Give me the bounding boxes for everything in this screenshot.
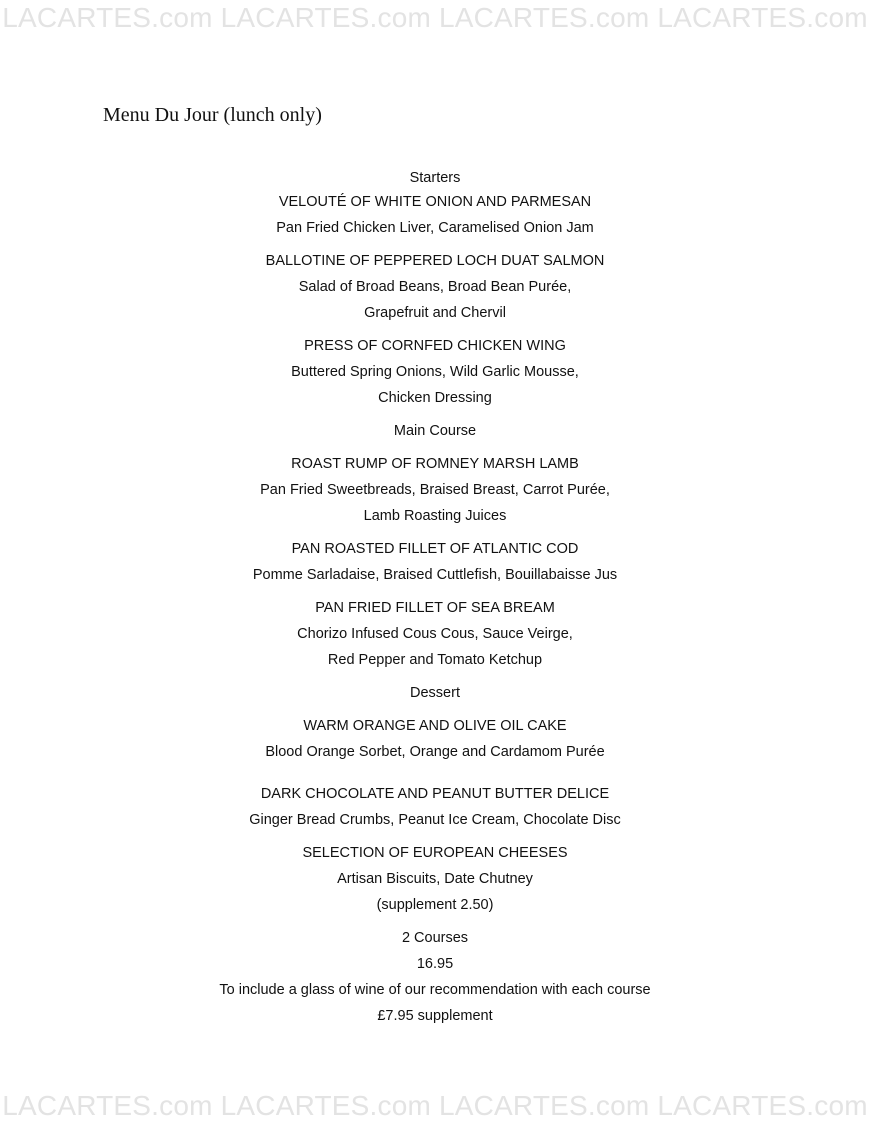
dish-name: WARM ORANGE AND OLIVE OIL CAKE <box>303 718 567 734</box>
dish-description: Buttered Spring Onions, Wild Garlic Mousse, <box>291 364 579 380</box>
dish-description: Pan Fried Chicken Liver, Caramelised Onion Jam <box>276 220 594 236</box>
dish-description: Red Pepper and Tomato Ketchup <box>327 652 543 668</box>
dish-description: Blood Orange Sorbet, Orange and Cardamom Purée <box>265 744 605 760</box>
dish-description: Chorizo Infused Cous Cous, Sauce Veirge, <box>297 626 573 642</box>
dish-description: Chicken Dressing <box>378 390 492 406</box>
dish-name: SELECTION OF EUROPEAN CHEESES <box>302 845 568 861</box>
dish-description: Pomme Sarladaise, Braised Cuttlefish, Bouillabaisse Jus <box>252 567 618 583</box>
section-heading-starters: Starters <box>409 170 461 186</box>
dish-description: Artisan Biscuits, Date Chutney <box>337 871 533 887</box>
wine-note: To include a glass of wine of our recommendation with each course <box>219 982 651 998</box>
dish-name: PRESS OF CORNFED CHICKEN WING <box>304 338 566 354</box>
section-heading-dessert: Dessert <box>410 685 460 701</box>
dish-description: Grapefruit and Chervil <box>364 305 506 321</box>
dish-name: DARK CHOCOLATE AND PEANUT BUTTER DELICE <box>260 786 610 802</box>
dish-name: PAN ROASTED FILLET OF ATLANTIC COD <box>291 541 579 557</box>
dish-description: Lamb Roasting Juices <box>363 508 507 524</box>
courses-label: 2 Courses <box>401 930 469 946</box>
dish-description: (supplement 2.50) <box>376 897 494 913</box>
courses-price: 16.95 <box>416 956 454 972</box>
dish-description: Salad of Broad Beans, Broad Bean Purée, <box>298 279 572 295</box>
menu-title: Menu Du Jour (lunch only) <box>103 104 322 126</box>
menu-body <box>0 168 870 1029</box>
dish-description: Pan Fried Sweetbreads, Braised Breast, Carrot Purée, <box>260 482 610 498</box>
wine-supplement: £7.95 supplement <box>377 1008 493 1024</box>
watermark-top: LACARTES.com LACARTES.com LACARTES.com LACARTES.com <box>2 2 868 33</box>
watermark-bottom: LACARTES.com LACARTES.com LACARTES.com LACARTES.com <box>2 1090 868 1121</box>
dish-name: PAN FRIED FILLET OF SEA BREAM <box>315 600 555 616</box>
section-heading-main-course: Main Course <box>393 423 477 439</box>
dish-name: BALLOTINE OF PEPPERED LOCH DUAT SALMON <box>265 253 605 269</box>
dish-name: ROAST RUMP OF ROMNEY MARSH LAMB <box>291 456 579 472</box>
dish-description: Ginger Bread Crumbs, Peanut Ice Cream, Chocolate Disc <box>249 812 621 828</box>
dish-name: VELOUTÉ OF WHITE ONION AND PARMESAN <box>278 194 592 210</box>
